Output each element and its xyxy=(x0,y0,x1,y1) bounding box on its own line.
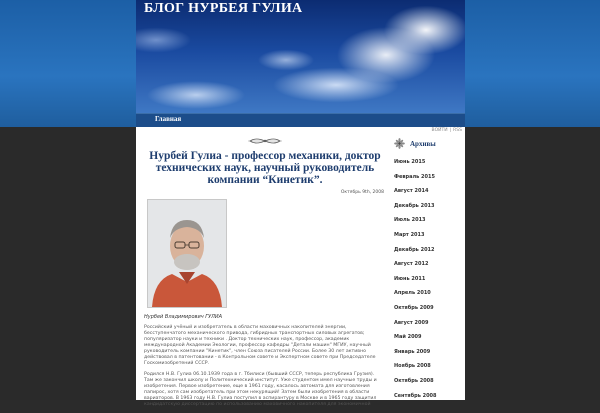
archive-item[interactable]: Август 2009 xyxy=(394,319,429,326)
archive-title: Архивы xyxy=(410,140,436,148)
archive-item[interactable]: Август 2012 xyxy=(394,261,429,268)
archive-item[interactable]: Апрель 2010 xyxy=(394,290,431,297)
archive-item[interactable]: Ноябрь 2008 xyxy=(394,363,431,370)
post-title[interactable]: Нурбей Гулиа - профессор механики, доктор технических наук, научный руководитель компании “Кинетик”. xyxy=(149,150,381,186)
photo-caption: Нурбей Владимирович ГУЛИА xyxy=(144,314,223,320)
archive-item[interactable]: Сентябрь 2008 xyxy=(394,392,437,399)
archive-item[interactable]: Июль 2013 xyxy=(394,217,426,224)
portrait-image xyxy=(148,200,226,307)
site-title[interactable]: БЛОГ НУРБЕЯ ГУЛИА xyxy=(144,1,303,16)
nav-bar xyxy=(136,113,465,128)
nav-home-link[interactable]: Главная xyxy=(155,115,182,123)
post-text xyxy=(144,325,384,413)
archive-item[interactable]: Декабрь 2013 xyxy=(394,202,435,209)
ornament-icon xyxy=(248,137,282,145)
post-paragraph: Родился Н.В. Гулиа 06.10.1939 года в г. Тбилиси (бывший СССР, теперь республика Грузия). Там же закончил школу и Политехнический институт. Уже студентом имел научные труды и изобретения. Первое изобретение, еще в 1961 году, касалось автомата для изготовления папирос, хотя сам изобретатель при этом некурящий! Затем были изобретения в области вариаторов. В 1963 году Н.В. Гулиа поступил в аспирантуру в Москве и в 1965 году защитил кандидатскую диссертацию по использованию маховичного накопителя для экономичной xyxy=(144,372,377,407)
archive-item[interactable]: Март 2013 xyxy=(394,231,425,238)
author-photo xyxy=(147,199,227,308)
separator: | xyxy=(449,128,452,133)
archive-item[interactable]: Октябрь 2008 xyxy=(394,377,434,384)
flower-icon xyxy=(394,138,405,149)
archive-item[interactable]: Октябрь 2009 xyxy=(394,304,434,311)
rss-link[interactable]: RSS xyxy=(453,128,462,133)
header-banner xyxy=(136,0,465,113)
page-body xyxy=(136,127,465,407)
archive-list xyxy=(394,159,462,407)
archive-item[interactable]: Июнь 2011 xyxy=(394,275,426,282)
login-rss-row xyxy=(430,128,463,133)
archive-item[interactable]: Август 2014 xyxy=(394,188,429,195)
archive-item[interactable]: Январь 2009 xyxy=(394,348,431,355)
post-date: Октябрь 9th, 2008 xyxy=(340,190,384,195)
archive-item[interactable]: Май 2009 xyxy=(394,334,422,341)
archive-item[interactable]: Декабрь 2012 xyxy=(394,246,435,253)
page-frame xyxy=(136,0,465,407)
login-link[interactable]: ВОЙТИ xyxy=(431,128,448,133)
sidebar xyxy=(392,138,464,400)
archive-item[interactable]: Февраль 2015 xyxy=(394,173,435,180)
post-content xyxy=(144,135,386,407)
archive-item[interactable]: Июнь 2015 xyxy=(394,159,426,165)
post-paragraph: Российский учёный и изобретатель в области маховичных накопителей энергии, бесступенчатого механического привода, гибридных транспортных силовых агрегатов; популяризатор науки и техники . Доктор технических наук, профессор, академик международной Академии Экологии, профессор кафедры "Детали машин" МГИУ, научный руководитель компании "Кинетик", член Союза писателей России. Более 30 лет активно действовал в патентовании - в Контрольном совете и Экспертном совете при Председателе Госкомизобретений СССР. xyxy=(144,325,376,366)
